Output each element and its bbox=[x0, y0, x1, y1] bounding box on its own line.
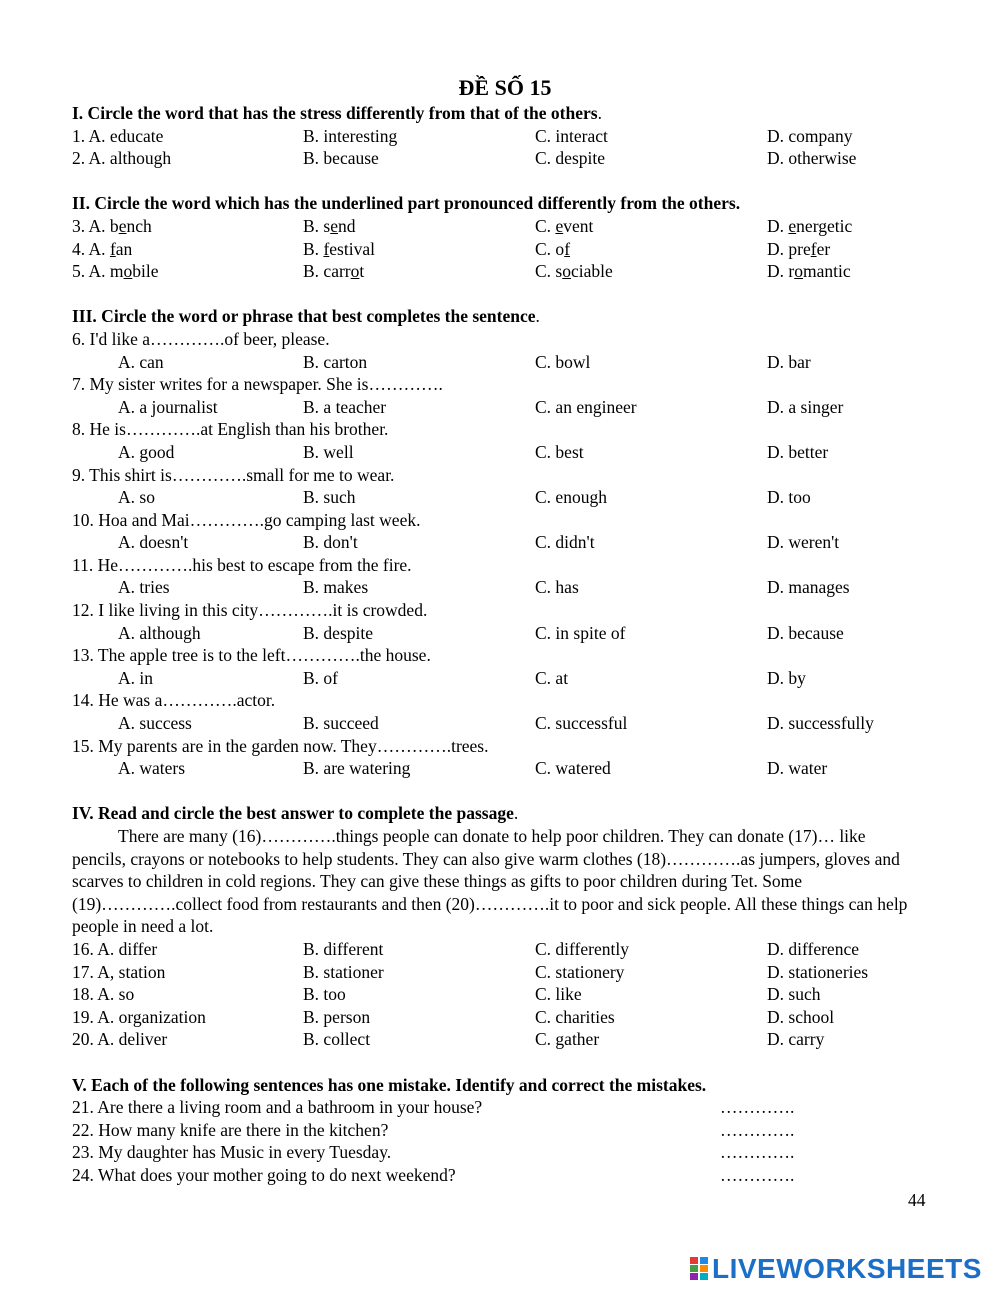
option-d[interactable]: D. too bbox=[767, 487, 811, 508]
option-a[interactable]: A. so bbox=[118, 487, 155, 508]
worksheet-page bbox=[72, 74, 932, 1187]
option-c[interactable]: C. watered bbox=[535, 758, 611, 779]
question-row bbox=[72, 938, 932, 961]
section-3-questions bbox=[72, 328, 932, 780]
error-sentence bbox=[72, 1096, 932, 1119]
option-b[interactable]: B. collect bbox=[303, 1029, 371, 1050]
option-d[interactable]: D. bar bbox=[767, 351, 811, 372]
section-1-rows bbox=[72, 125, 932, 170]
option-a[interactable]: 17. A, station bbox=[72, 961, 166, 982]
question-row bbox=[72, 125, 932, 148]
option-b[interactable]: B. too bbox=[303, 984, 346, 1005]
option-b[interactable]: B. are watering bbox=[303, 758, 411, 779]
sentence-text: 21. Are there a living room and a bathroom in your house? bbox=[72, 1097, 483, 1118]
question-row bbox=[72, 1006, 932, 1029]
option-c[interactable]: C. event bbox=[535, 215, 594, 236]
option-c[interactable]: C. like bbox=[535, 984, 582, 1005]
answer-row bbox=[72, 712, 932, 735]
option-d[interactable]: D. weren't bbox=[767, 532, 840, 553]
option-b[interactable]: B. makes bbox=[303, 577, 369, 598]
option-c[interactable]: C. sociable bbox=[535, 261, 613, 282]
option-c[interactable]: C. gather bbox=[535, 1029, 600, 1050]
option-a[interactable]: 20. A. deliver bbox=[72, 1029, 168, 1050]
option-a[interactable]: A. good bbox=[118, 441, 175, 462]
question-text: 9. This shirt is………….small for me to wear. bbox=[72, 464, 395, 485]
option-d[interactable]: D. otherwise bbox=[767, 148, 857, 169]
option-d[interactable]: D. stationeries bbox=[767, 961, 869, 982]
option-d[interactable]: D. company bbox=[767, 125, 853, 146]
question-row bbox=[72, 983, 932, 1006]
error-sentence bbox=[72, 1141, 932, 1164]
option-a[interactable]: A. doesn't bbox=[118, 532, 189, 553]
option-b[interactable]: B. stationer bbox=[303, 961, 384, 982]
answer-blank[interactable]: …………. bbox=[720, 1142, 795, 1163]
option-d[interactable]: D. because bbox=[767, 622, 844, 643]
question-text: 6. I'd like a………….of beer, please. bbox=[72, 328, 330, 349]
option-c[interactable]: C. an engineer bbox=[535, 396, 637, 417]
option-b[interactable]: B. despite bbox=[303, 622, 373, 643]
option-d[interactable]: D. successfully bbox=[767, 713, 874, 734]
section-3-heading: III. Circle the word or phrase that best completes the sentence. bbox=[72, 306, 540, 327]
option-b[interactable]: B. person bbox=[303, 1006, 371, 1027]
option-b[interactable]: B. different bbox=[303, 938, 384, 959]
question-row bbox=[72, 260, 932, 283]
answer-row bbox=[72, 441, 932, 464]
answer-row bbox=[72, 757, 932, 780]
section-4-heading: IV. Read and circle the best answer to complete the passage. bbox=[72, 803, 519, 824]
option-d[interactable]: D. energetic bbox=[767, 215, 853, 236]
question-row bbox=[72, 215, 932, 238]
answer-row bbox=[72, 351, 932, 374]
answer-row bbox=[72, 667, 932, 690]
answer-row bbox=[72, 531, 932, 554]
option-c[interactable]: C. has bbox=[535, 577, 579, 598]
answer-blank[interactable]: …………. bbox=[720, 1119, 795, 1140]
option-c[interactable]: C. differently bbox=[535, 938, 629, 959]
option-d[interactable]: D. water bbox=[767, 758, 828, 779]
option-c[interactable]: C. at bbox=[535, 667, 569, 688]
section-5-items bbox=[72, 1096, 932, 1186]
section-2-heading: II. Circle the word which has the underlined part pronounced differently from the others. bbox=[72, 193, 741, 214]
question-text: 14. He was a………….actor. bbox=[72, 690, 276, 711]
option-d[interactable]: D. romantic bbox=[767, 261, 851, 282]
option-c[interactable]: C. successful bbox=[535, 713, 628, 734]
option-a[interactable]: A. a journalist bbox=[118, 396, 218, 417]
section-1-heading: I. Circle the word that has the stress differently from that of the others. bbox=[72, 103, 602, 123]
option-d[interactable]: D. better bbox=[767, 441, 829, 462]
question-text: 10. Hoa and Mai………….go camping last week. bbox=[72, 509, 421, 530]
sentence-text: 24. What does your mother going to do next weekend? bbox=[72, 1164, 456, 1185]
answer-blank[interactable]: …………. bbox=[720, 1164, 795, 1185]
option-a[interactable]: A. waters bbox=[118, 758, 186, 779]
answer-blank[interactable]: …………. bbox=[720, 1097, 795, 1118]
option-b[interactable]: B. such bbox=[303, 487, 356, 508]
option-a[interactable]: A. in bbox=[118, 667, 153, 688]
option-a[interactable]: A. although bbox=[118, 622, 201, 643]
option-a[interactable]: 4. A. fan bbox=[72, 238, 133, 259]
option-b[interactable]: B. succeed bbox=[303, 713, 379, 734]
answer-row bbox=[72, 576, 932, 599]
option-a[interactable]: 3. A. bench bbox=[72, 215, 152, 236]
option-a[interactable]: A. tries bbox=[118, 577, 170, 598]
option-d[interactable]: D. manages bbox=[767, 577, 850, 598]
answer-row bbox=[72, 622, 932, 645]
option-c[interactable]: C. enough bbox=[535, 487, 607, 508]
option-d[interactable]: D. prefer bbox=[767, 238, 831, 259]
option-a[interactable]: 16. A. differ bbox=[72, 938, 158, 959]
question-row bbox=[72, 147, 932, 170]
option-b[interactable]: B. carton bbox=[303, 351, 368, 372]
option-b[interactable]: B. well bbox=[303, 441, 354, 462]
sentence-text: 23. My daughter has Music in every Tuesday. bbox=[72, 1142, 392, 1163]
question-row bbox=[72, 1028, 932, 1051]
question-row bbox=[72, 961, 932, 984]
answer-row bbox=[72, 396, 932, 419]
option-a[interactable]: 2. A. although bbox=[72, 148, 172, 169]
option-c[interactable]: C. didn't bbox=[535, 532, 595, 553]
sentence-text: 22. How many knife are there in the kitchen? bbox=[72, 1119, 389, 1140]
option-b[interactable]: B. carrot bbox=[303, 261, 365, 282]
option-d[interactable]: D. difference bbox=[767, 938, 859, 959]
option-a[interactable]: 18. A. so bbox=[72, 984, 135, 1005]
option-d[interactable]: D. school bbox=[767, 1006, 835, 1027]
option-a[interactable]: 5. A. mobile bbox=[72, 261, 159, 282]
error-sentence bbox=[72, 1119, 932, 1142]
page-number: 44 bbox=[908, 1190, 926, 1210]
section-2-rows bbox=[72, 215, 932, 283]
option-c[interactable]: C. bowl bbox=[535, 351, 591, 372]
option-c[interactable]: C. stationery bbox=[535, 961, 625, 982]
question-text: 11. He………….his best to escape from the fire. bbox=[72, 554, 412, 575]
section-5-heading: V. Each of the following sentences has one mistake. Identify and correct the mistakes. bbox=[72, 1074, 707, 1095]
question-text: 12. I like living in this city………….it is crowded. bbox=[72, 600, 428, 621]
logo-text: LIVEWORKSHEETS bbox=[712, 1253, 982, 1284]
option-b[interactable]: B. festival bbox=[303, 238, 375, 259]
question-row bbox=[72, 238, 932, 261]
option-b[interactable]: B. of bbox=[303, 667, 338, 688]
section-4-rows bbox=[72, 938, 932, 1051]
option-b[interactable]: B. don't bbox=[303, 532, 358, 553]
question-text: 8. He is………….at English than his brother. bbox=[72, 419, 389, 440]
question-text: 7. My sister writes for a newspaper. She is…………. bbox=[72, 374, 443, 395]
question-text: 15. My parents are in the garden now. They………….trees. bbox=[72, 735, 489, 756]
option-a[interactable]: 1. A. educate bbox=[72, 125, 164, 146]
option-a[interactable]: 19. A. organization bbox=[72, 1006, 206, 1027]
option-c[interactable]: C. best bbox=[535, 441, 584, 462]
option-d[interactable]: D. by bbox=[767, 667, 806, 688]
option-c[interactable]: C. charities bbox=[535, 1006, 615, 1027]
option-c[interactable]: C. of bbox=[535, 238, 571, 259]
liveworksheets-logo[interactable] bbox=[690, 1254, 982, 1284]
question-text: 13. The apple tree is to the left………….the house. bbox=[72, 645, 431, 666]
option-b[interactable]: B. send bbox=[303, 215, 356, 236]
option-d[interactable]: D. a singer bbox=[767, 396, 844, 417]
option-b[interactable]: B. interesting bbox=[303, 125, 398, 146]
option-c[interactable]: C. despite bbox=[535, 148, 605, 169]
answer-row bbox=[72, 486, 932, 509]
option-b[interactable]: B. a teacher bbox=[303, 396, 387, 417]
reading-passage: There are many (16)………….things people can donate to help poor children. They can donate (17)… like pencils, crayons or notebooks to help students. They can also give warm clothes (18)………….as jumpers, gloves and scarves to children in cold regions. They can give these things as gifts to poor children during Tet. Some (19)………….collect food from restaurants and then (20)………….it to poor and sick people. All these things can help people in need a lot. bbox=[72, 826, 908, 937]
page-title: ĐỀ SỐ 15 bbox=[458, 75, 552, 100]
option-d[interactable]: D. such bbox=[767, 984, 821, 1005]
option-c[interactable]: C. interact bbox=[535, 125, 608, 146]
option-a[interactable]: A. can bbox=[118, 351, 164, 372]
option-b[interactable]: B. because bbox=[303, 148, 379, 169]
option-d[interactable]: D. carry bbox=[767, 1029, 825, 1050]
logo-blocks-icon bbox=[690, 1257, 708, 1281]
option-a[interactable]: A. success bbox=[118, 713, 192, 734]
error-sentence bbox=[72, 1164, 932, 1187]
option-c[interactable]: C. in spite of bbox=[535, 622, 626, 643]
